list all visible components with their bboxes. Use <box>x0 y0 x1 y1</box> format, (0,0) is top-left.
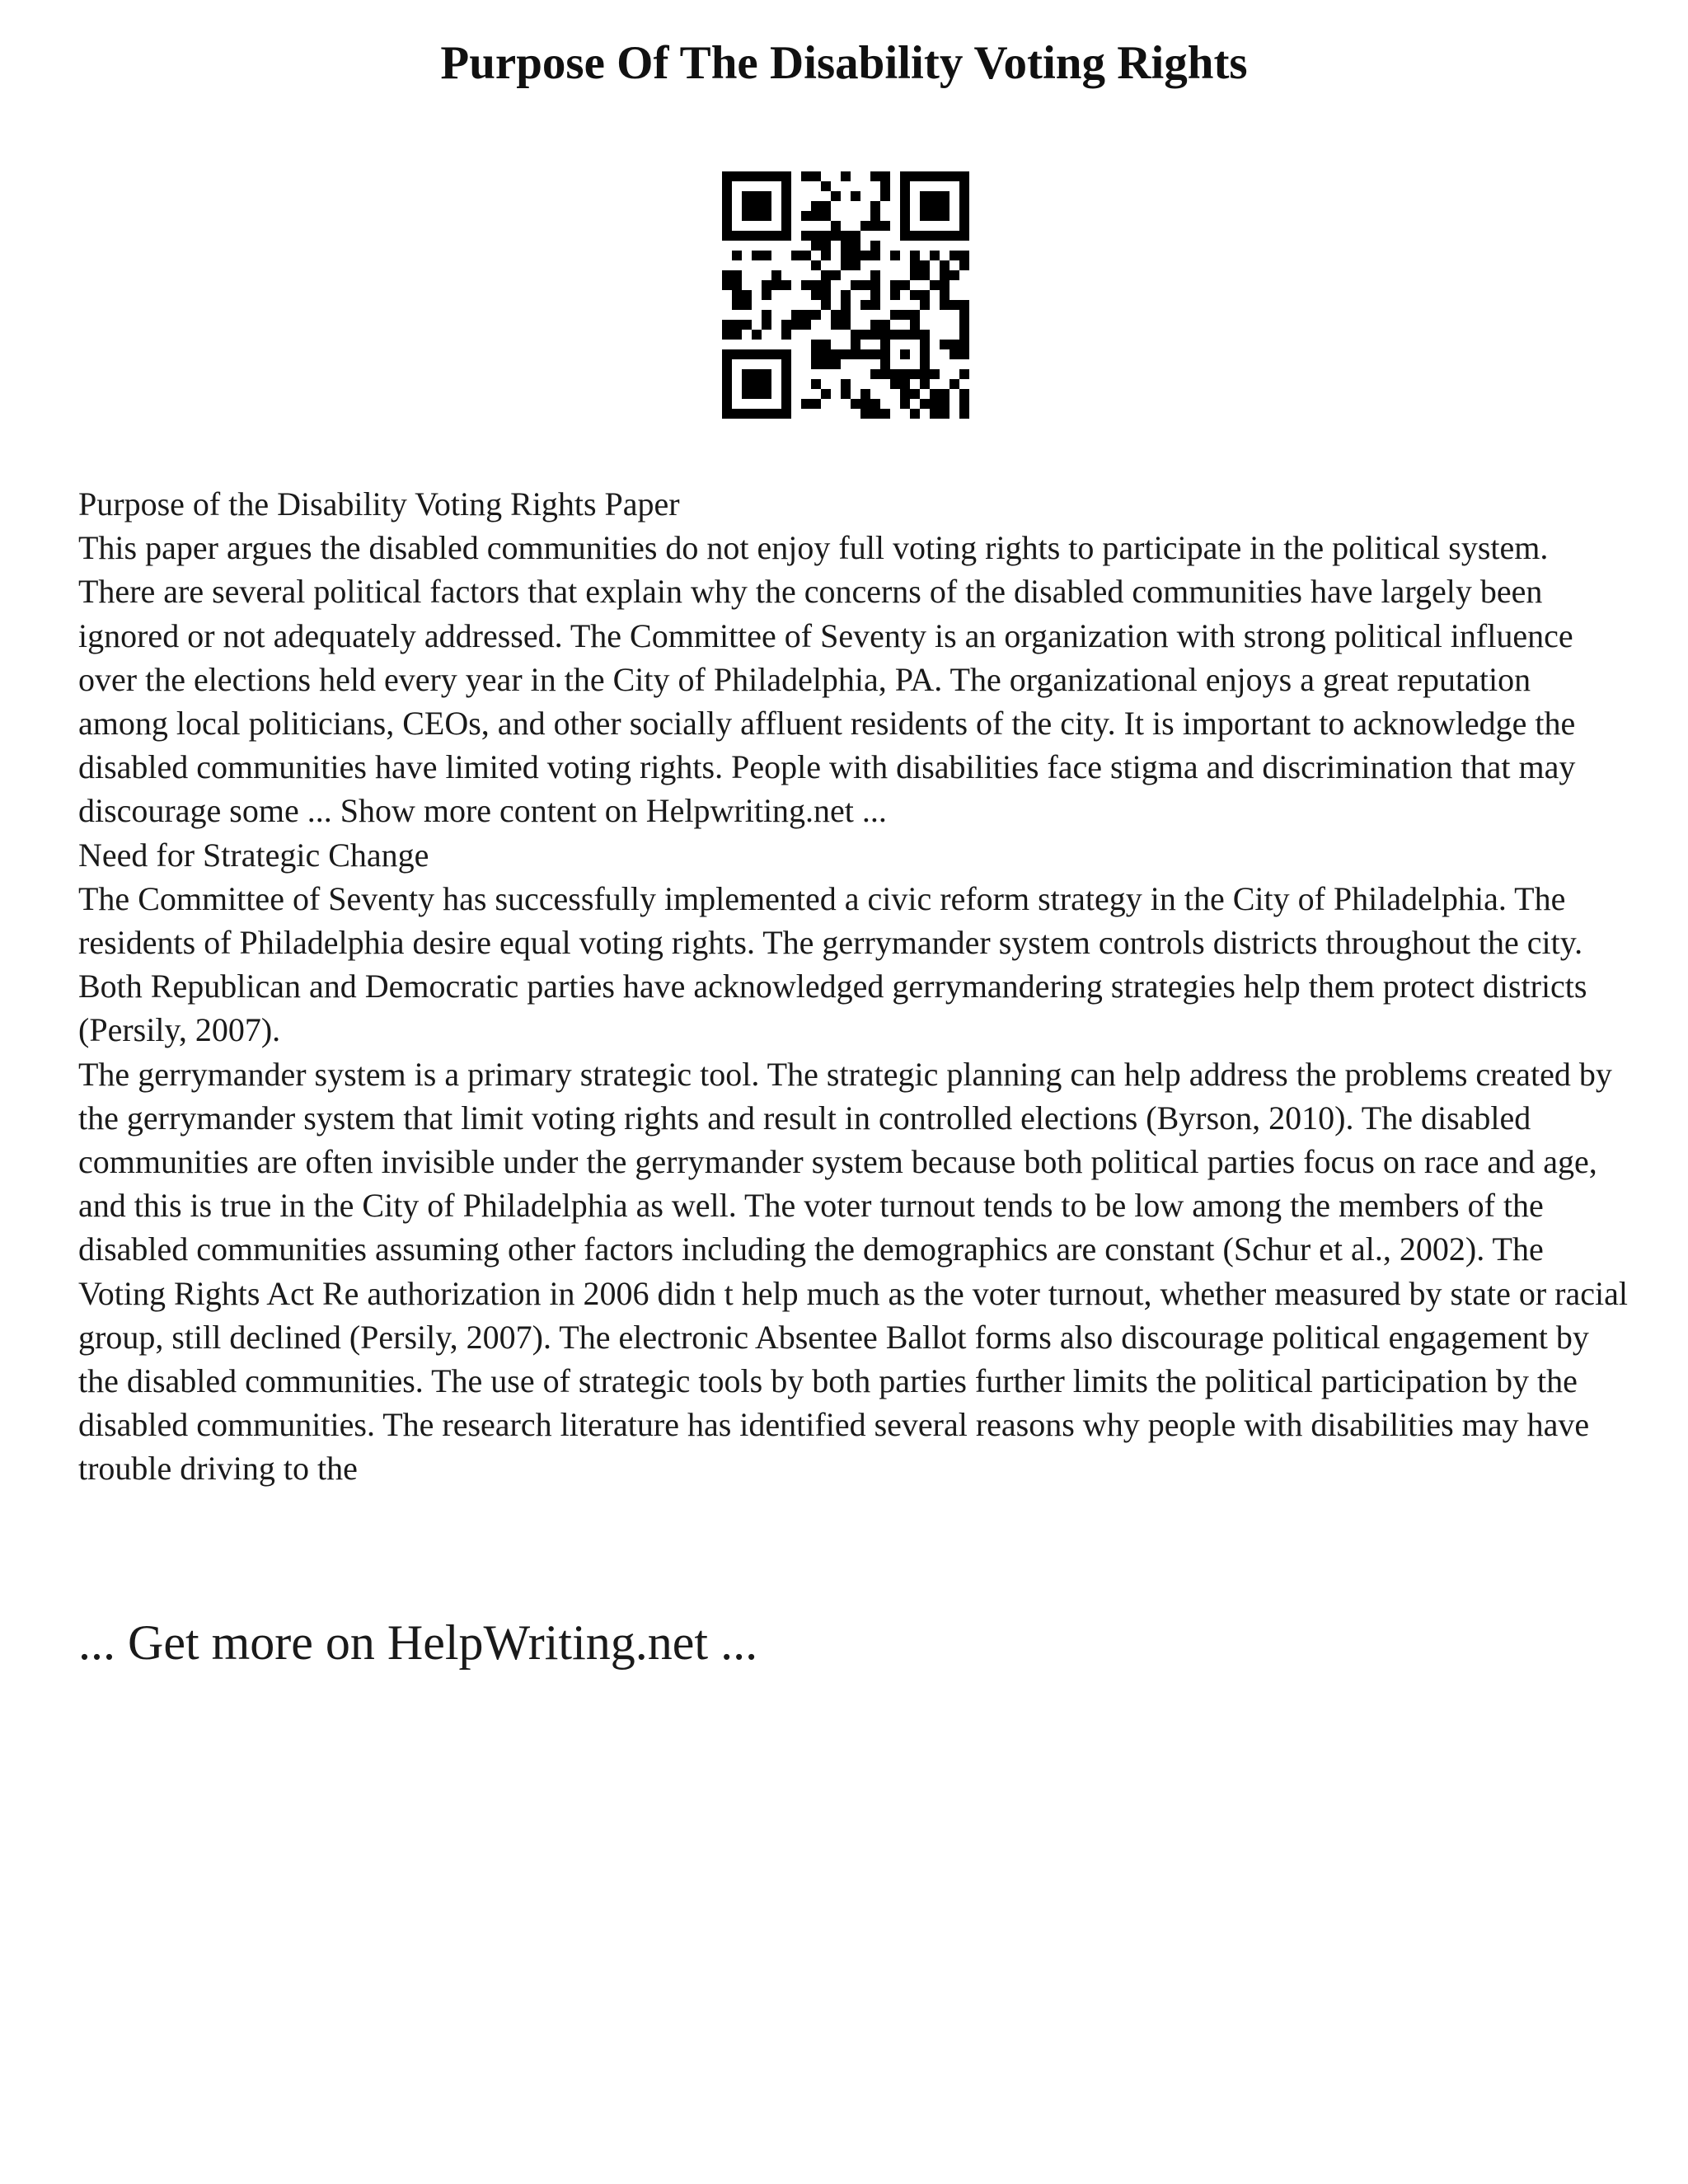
section-heading: Need for Strategic Change <box>78 836 429 874</box>
body-paragraph: The Committee of Seventy has successfully implemented a civic reform strategy in the City of Philadelphia. The residents of Philadelphia desire equal voting rights. The gerrymander system controls districts throughout the city. Both Republican and Democratic parties have acknowledged gerrymandering strategies help them protect districts (Persily, 2007). <box>78 879 1587 1049</box>
body-paragraph: This paper argues the disabled communities do not enjoy full voting rights to participate in the political system. There are several political factors that explain why the concerns of the disabled communities have largely been ignored or not adequately addressed. The Committee of Seventy is an organization with strong political influence over the elections held every year in the City of Philadelphia, PA. The organizational enjoys a great reputation among local politicians, CEOs, and other socially affluent residents of the city. It is important to acknowledge the disabled communities have limited voting rights. People with disabilities face stigma and discrimination that may discourage some ... Show more content on Helpwriting.net ... <box>78 529 1576 830</box>
body-paragraph: The gerrymander system is a primary strategic tool. The strategic planning can help address the problems created by the gerrymander system that limit voting rights and result in controlled elections (Byrson, 2010). The disabled communities are often invisible under the gerrymander system because both political parties focus on race and age, and this is true in the City of Philadelphia as well. The voter turnout tends to be low among the members of the disabled communities assuming other factors including the demographics are constant (Schur et al., 2002). The Voting Rights Act Re authorization in 2006 didn t help much as the voter turnout, whether measured by state or racial group, still declined (Persily, 2007). The electronic Absentee Ballot forms also discourage political engagement by the disabled communities. The use of strategic tools by both parties further limits the political participation by the disabled communities. The research literature has identified several reasons why people with disabilities may have trouble driving to the <box>78 1055 1628 1488</box>
section-heading: Purpose of the Disability Voting Rights Paper <box>78 485 680 523</box>
get-more-link[interactable]: ... Get more on HelpWriting.net ... <box>78 1615 758 1670</box>
page-title: Purpose Of The Disability Voting Rights <box>440 37 1248 89</box>
qr-code-icon <box>722 171 969 419</box>
article-body <box>78 482 1628 1491</box>
